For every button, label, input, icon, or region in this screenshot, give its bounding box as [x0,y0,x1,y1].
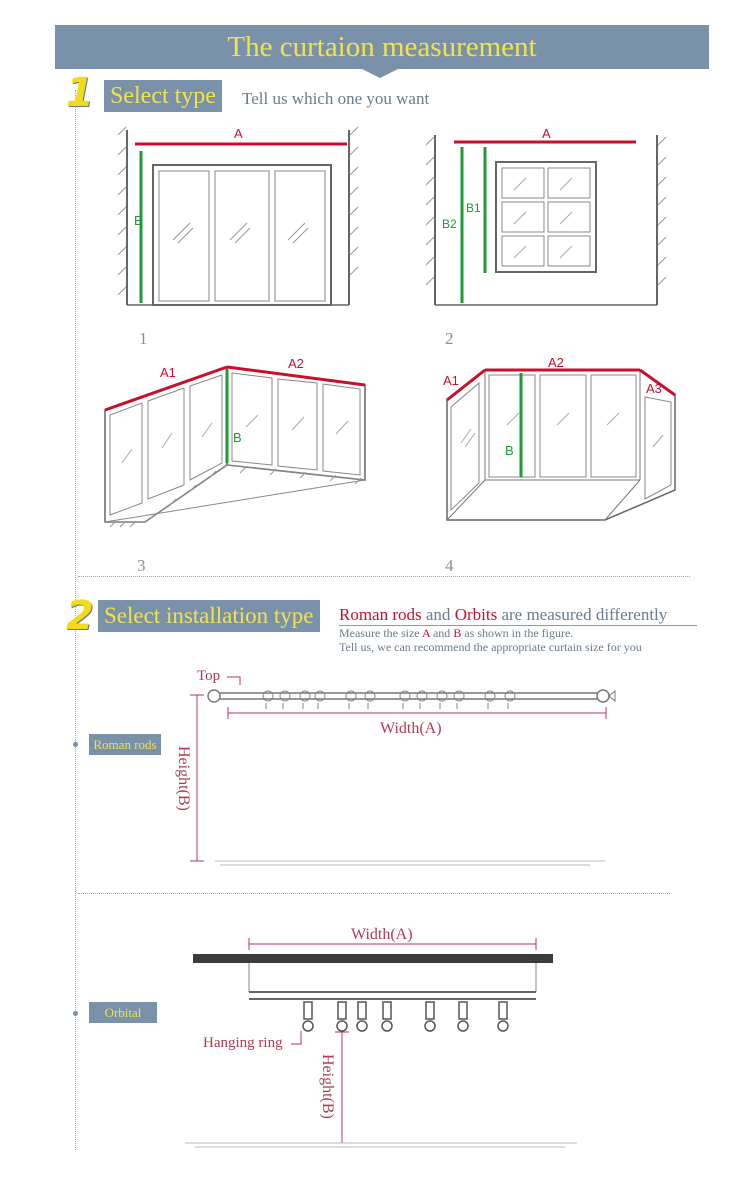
roman-top-label: Top [197,668,221,684]
roman-height-label: Height(B) [175,746,192,811]
headline-roman: Roman rods [339,605,422,624]
note1-letter-b: B [453,626,462,640]
headline-orbits: Orbits [454,605,498,624]
fig3-label-b: B [233,430,242,445]
step2-note1 [339,626,573,641]
orbital-width-label: Width(A) [351,926,413,943]
roman-width-label: Width(A) [380,720,442,737]
banner-pointer [362,69,398,78]
orbital-bullet [73,1011,78,1016]
roman-bullet [73,742,78,747]
headline-rest: are measured differently [497,605,668,624]
fig2-label-b2: B2 [442,217,457,231]
fig2-label-b1: B1 [466,201,481,215]
page-title: The curtaion measurement [227,31,537,63]
note1-text-b: and [429,626,454,640]
fig4-label-a1: A1 [443,373,459,388]
step1-tag: Select type [104,80,222,112]
roman-rods-tag: Roman rods [89,734,161,755]
roman-rod-diagram [170,665,620,875]
note1-text-c: as shown in the figure. [461,626,574,640]
fig2-label-a: A [542,126,551,141]
headline-and: and [421,605,455,624]
figure-2-number: 2 [445,329,454,348]
fig1-label-a: A [234,126,243,141]
figure-1-diagram [118,125,378,315]
orbital-ring-label: Hanging ring [203,1035,283,1051]
section-divider-2 [78,893,670,894]
note1-text-a: Measure the size [339,626,422,640]
step2-number: 2 [66,593,94,639]
figure-4-diagram [435,355,685,530]
step1-number: 1 [66,70,94,116]
fig4-label-a3: A3 [646,381,662,396]
fig4-label-a2: A2 [548,355,564,370]
orbital-height-label: Height(B) [319,1054,336,1119]
step2-headline [339,605,667,625]
figure-3-number: 3 [137,556,146,575]
figure-4-number: 4 [445,556,454,575]
step2-note2: Tell us, we can recommend the appropriate curtain size for you [339,640,642,654]
fig1-label-b: B [134,213,143,228]
fig4-label-b: B [505,443,514,458]
fig3-label-a1: A1 [160,365,176,380]
step2-tag: Select installation type [98,600,320,632]
step1-subtitle: Tell us which one you want [242,89,430,108]
figure-2-diagram [426,125,686,315]
figure-1-number: 1 [139,329,148,348]
note1-letter-a: A [421,626,430,640]
section-divider [78,576,690,577]
fig3-label-a2: A2 [288,356,304,371]
figure-3-diagram [100,355,375,545]
orbital-tag: Orbital [89,1002,157,1023]
